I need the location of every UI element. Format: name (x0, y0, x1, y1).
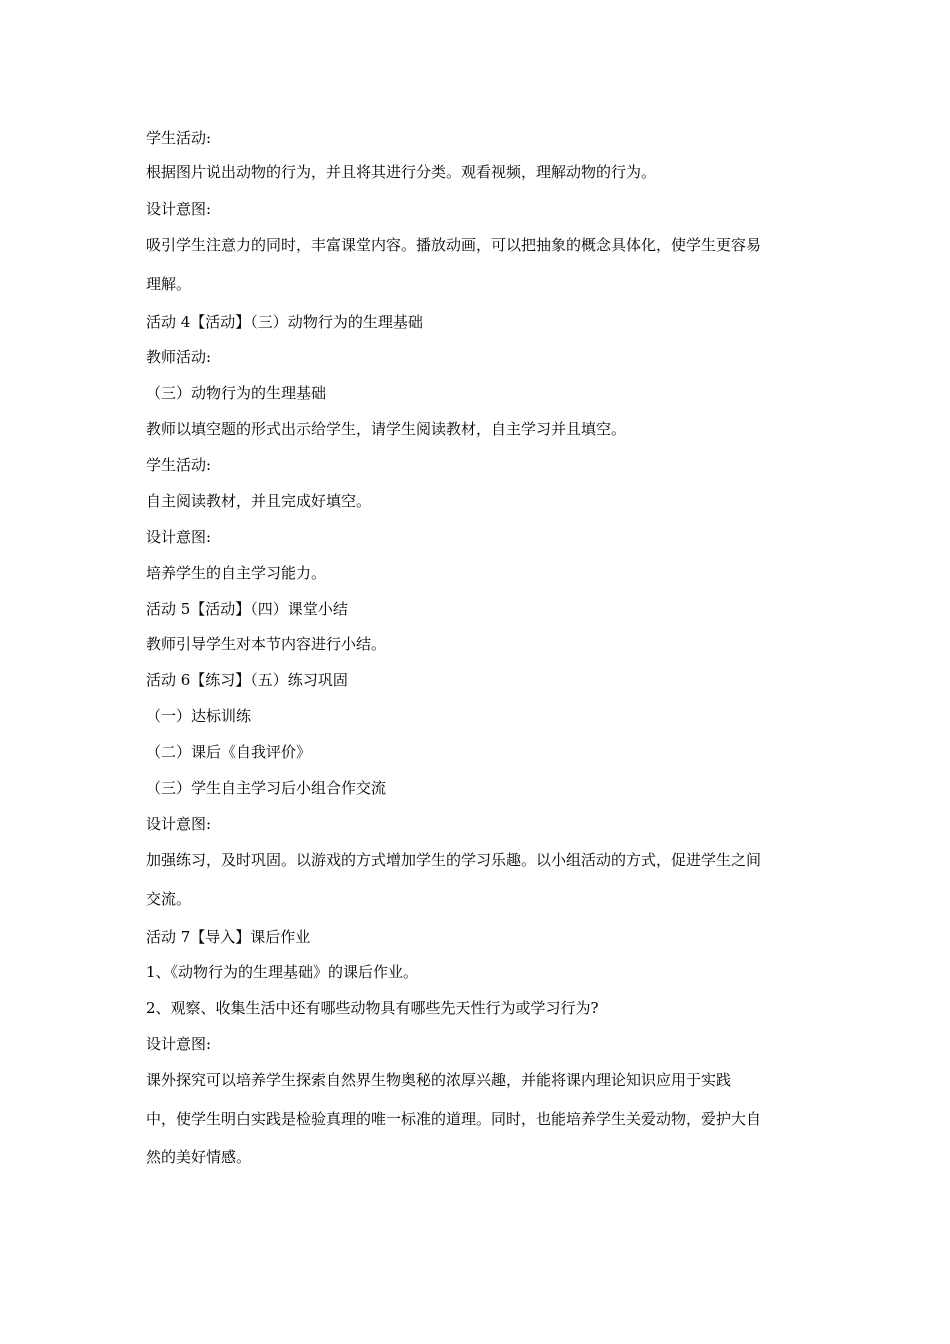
design-intent-label-4: 设计意图: (146, 1035, 212, 1053)
design-intent-text-4-cont-2: 然的美好情感。 (146, 1148, 252, 1166)
activity-5-text: 教师引导学生对本节内容进行小结。 (146, 635, 387, 653)
student-activity-label-2: 学生活动: (146, 456, 212, 474)
teacher-activity-label: 教师活动: (146, 348, 212, 366)
student-activity-text-1: 根据图片说出动物的行为，并且将其进行分类。观看视频，理解动物的行为。 (146, 163, 657, 181)
homework-item-1: 1、《动物行为的生理基础》的课后作业。 (146, 963, 419, 981)
design-intent-text-1: 吸引学生注意力的同时，丰富课堂内容。播放动画，可以把抽象的概念具体化，使学生更容易 (146, 236, 762, 254)
homework-item-2: 2、观察、收集生活中还有哪些动物具有哪些先天性行为或学习行为? (146, 999, 599, 1017)
design-intent-text-4: 课外探究可以培养学生探索自然界生物奥秘的浓厚兴趣，并能将课内理论知识应用于实践 (146, 1071, 732, 1089)
section-3-title: （三）动物行为的生理基础 (146, 384, 327, 402)
design-intent-text-1-cont: 理解。 (146, 275, 192, 293)
activity-5-heading: 活动 5【活动】（四）课堂小结 (146, 600, 348, 618)
student-activity-text-2: 自主阅读教材，并且完成好填空。 (146, 492, 372, 510)
design-intent-text-4-cont-1: 中，使学生明白实践是检验真理的唯一标准的道理。同时，也能培养学生关爱动物，爱护大自 (146, 1110, 762, 1128)
design-intent-label-3: 设计意图: (146, 815, 212, 833)
practice-item-2: （二）课后《自我评价》 (146, 743, 312, 761)
design-intent-label-1: 设计意图: (146, 200, 212, 218)
student-activity-label-1: 学生活动: (146, 129, 212, 147)
activity-4-heading: 活动 4【活动】（三）动物行为的生理基础 (146, 313, 423, 331)
teacher-activity-text: 教师以填空题的形式出示给学生，请学生阅读教材，自主学习并且填空。 (146, 420, 627, 438)
design-intent-text-2: 培养学生的自主学习能力。 (146, 564, 327, 582)
design-intent-text-3-cont: 交流。 (146, 890, 192, 908)
design-intent-label-2: 设计意图: (146, 528, 212, 546)
practice-item-1: （一）达标训练 (146, 707, 252, 725)
activity-6-heading: 活动 6【练习】（五）练习巩固 (146, 671, 348, 689)
design-intent-text-3: 加强练习，及时巩固。以游戏的方式增加学生的学习乐趣。以小组活动的方式，促进学生之间 (146, 851, 762, 869)
activity-7-heading: 活动 7【导入】课后作业 (146, 928, 311, 946)
practice-item-3: （三）学生自主学习后小组合作交流 (146, 779, 387, 797)
